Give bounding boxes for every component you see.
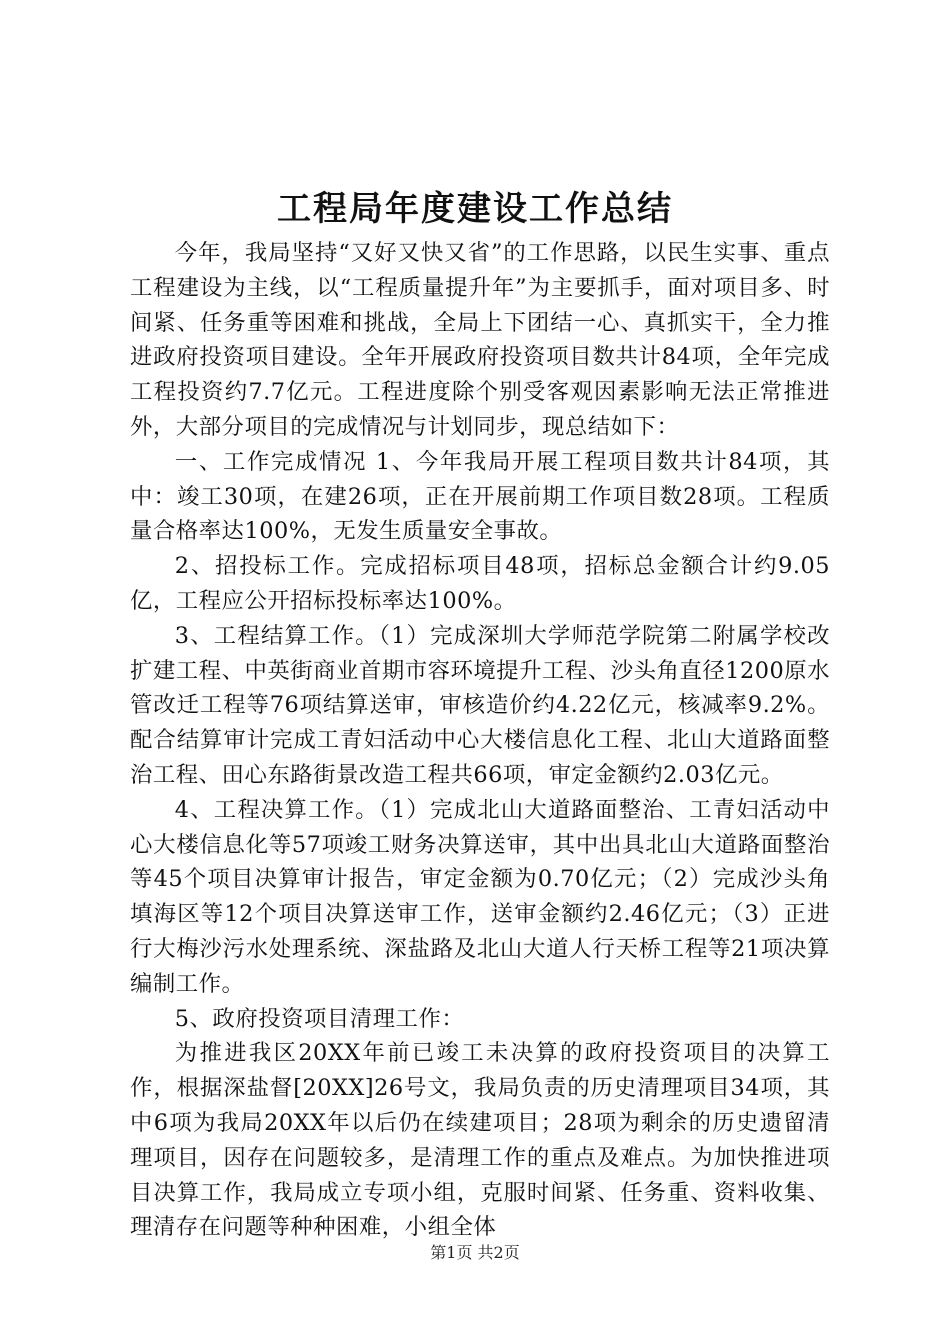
page-number-footer: 第1页 共2页: [430, 1243, 520, 1262]
paragraph-cleanup-detail: 为推进我区20XX年前已竣工未决算的政府投资项目的决算工作，根据深盐督[20XX]26号文，我局负责的历史清理项目34项，其中6项为我局20XX年以后仍在续建项目；28项为剩余的历史遗留清理项目，因存在问题较多，是清理工作的重点及难点。为加快推进项目决算工作，我局成立专项小组，克服时间紧、任务重、资料收集、理清存在问题等种种困难，小组全体: [130, 1040, 830, 1241]
document-title: 工程局年度建设工作总结: [277, 189, 673, 229]
paragraph-section-1: 一、工作完成情况 1、今年我局开展工程项目数共计84项，其中：竣工30项，在建26项，正在开展前期工作项目数28项。工程质量合格率达100%，无发生质量安全事故。: [130, 448, 830, 545]
document-body: [130, 236, 830, 1245]
paragraph-final-accounts: 4、工程决算工作。（1）完成北山大道路面整治、工青妇活动中心大楼信息化等57项竣工财务决算送审，其中出具北山大道路面整治等45个项目决算审计报告，审定金额为0.70亿元；（2）完成沙头角填海区等12个项目决算送审工作，送审金额约2.46亿元；（3）正进行大梅沙污水处理系统、深盐路及北山大道人行天桥工程等21项决算编制工作。: [130, 796, 830, 997]
paragraph-intro: 今年，我局坚持“又好又快又省”的工作思路，以民生实事、重点工程建设为主线，以“工程质量提升年”为主要抓手，面对项目多、时间紧、任务重等困难和挑战，全局上下团结一心、真抓实干，全力推进政府投资项目建设。全年开展政府投资项目数共计84项，全年完成工程投资约7.7亿元。工程进度除个别受客观因素影响无法正常推进外，大部分项目的完成情况与计划同步，现总结如下：: [130, 240, 830, 440]
paragraph-bidding: 2、招投标工作。完成招标项目48项，招标总金额合计约9.05亿，工程应公开招标投标率达100%。: [130, 553, 830, 614]
paragraph-settlement: 3、工程结算工作。（1）完成深圳大学师范学院第二附属学校改扩建工程、中英街商业首期市容环境提升工程、沙头角直径1200原水管改迁工程等76项结算送审，审核造价约4.22亿元，核减率9.2%。配合结算审计完成工青妇活动中心大楼信息化工程、北山大道路面整治工程、田心东路街景改造工程共66项，审定金额约2.03亿元。: [130, 622, 830, 788]
paragraph-cleanup-heading: 5、政府投资项目清理工作：: [174, 1005, 465, 1032]
